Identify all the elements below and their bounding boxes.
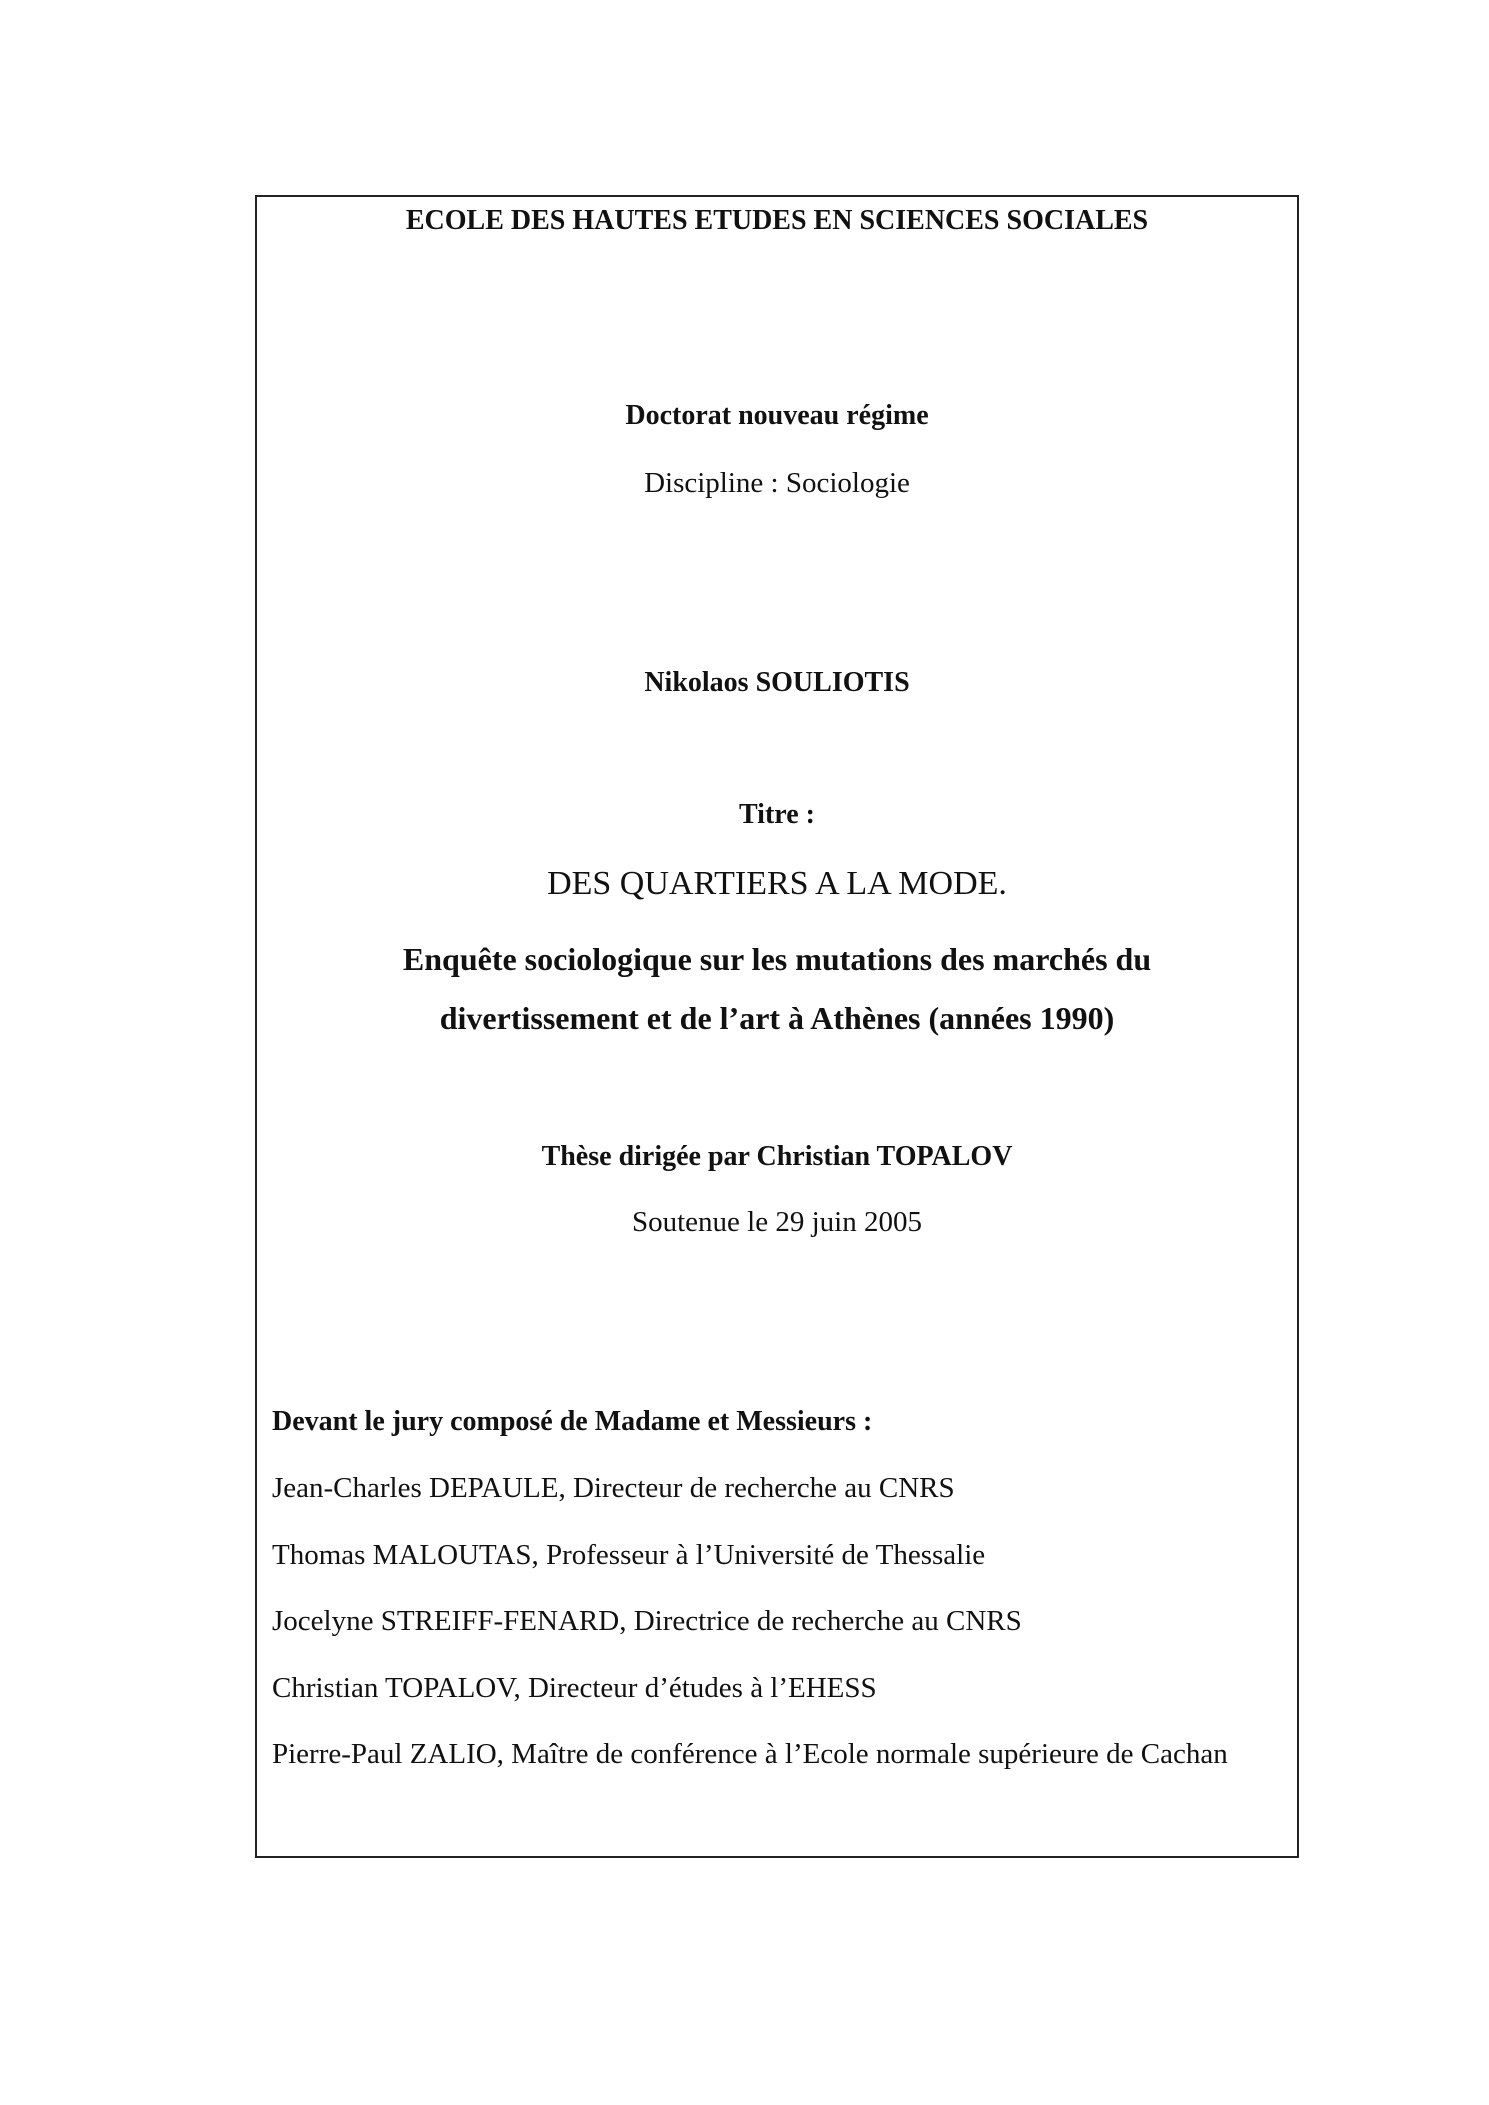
thesis-title: DES QUARTIERS A LA MODE. (547, 865, 1007, 902)
jury-member: Pierre-Paul ZALIO, Maître de conférence à l’Ecole normale supérieure de Cachan (272, 1738, 1228, 1770)
thesis-subtitle-line-2: divertissement et de l’art à Athènes (années 1990) (439, 1000, 1115, 1036)
author-name: Nikolaos SOULIOTIS (644, 667, 910, 698)
jury-member: Jocelyne STREIFF-FENARD, Directrice de recherche au CNRS (272, 1605, 1022, 1637)
degree-label: Doctorat nouveau régime (625, 400, 929, 431)
supervision-line: Thèse dirigée par Christian TOPALOV (541, 1141, 1013, 1172)
title-label: Titre : (739, 799, 815, 830)
jury-member: Christian TOPALOV, Directeur d’études à l’EHESS (272, 1672, 877, 1704)
defense-date: Soutenue le 29 juin 2005 (632, 1206, 922, 1238)
jury-heading: Devant le jury composé de Madame et Messieurs : (272, 1406, 873, 1437)
thesis-subtitle-line-1: Enquête sociologique sur les mutations des marchés du (402, 941, 1152, 977)
jury-member: Thomas MALOUTAS, Professeur à l’Université de Thessalie (272, 1539, 986, 1571)
title-page-frame (255, 195, 1299, 1858)
institution-name: ECOLE DES HAUTES ETUDES EN SCIENCES SOCIALES (405, 205, 1149, 236)
discipline-label: Discipline : Sociologie (644, 467, 910, 499)
jury-member: Jean-Charles DEPAULE, Directeur de recherche au CNRS (272, 1472, 955, 1504)
